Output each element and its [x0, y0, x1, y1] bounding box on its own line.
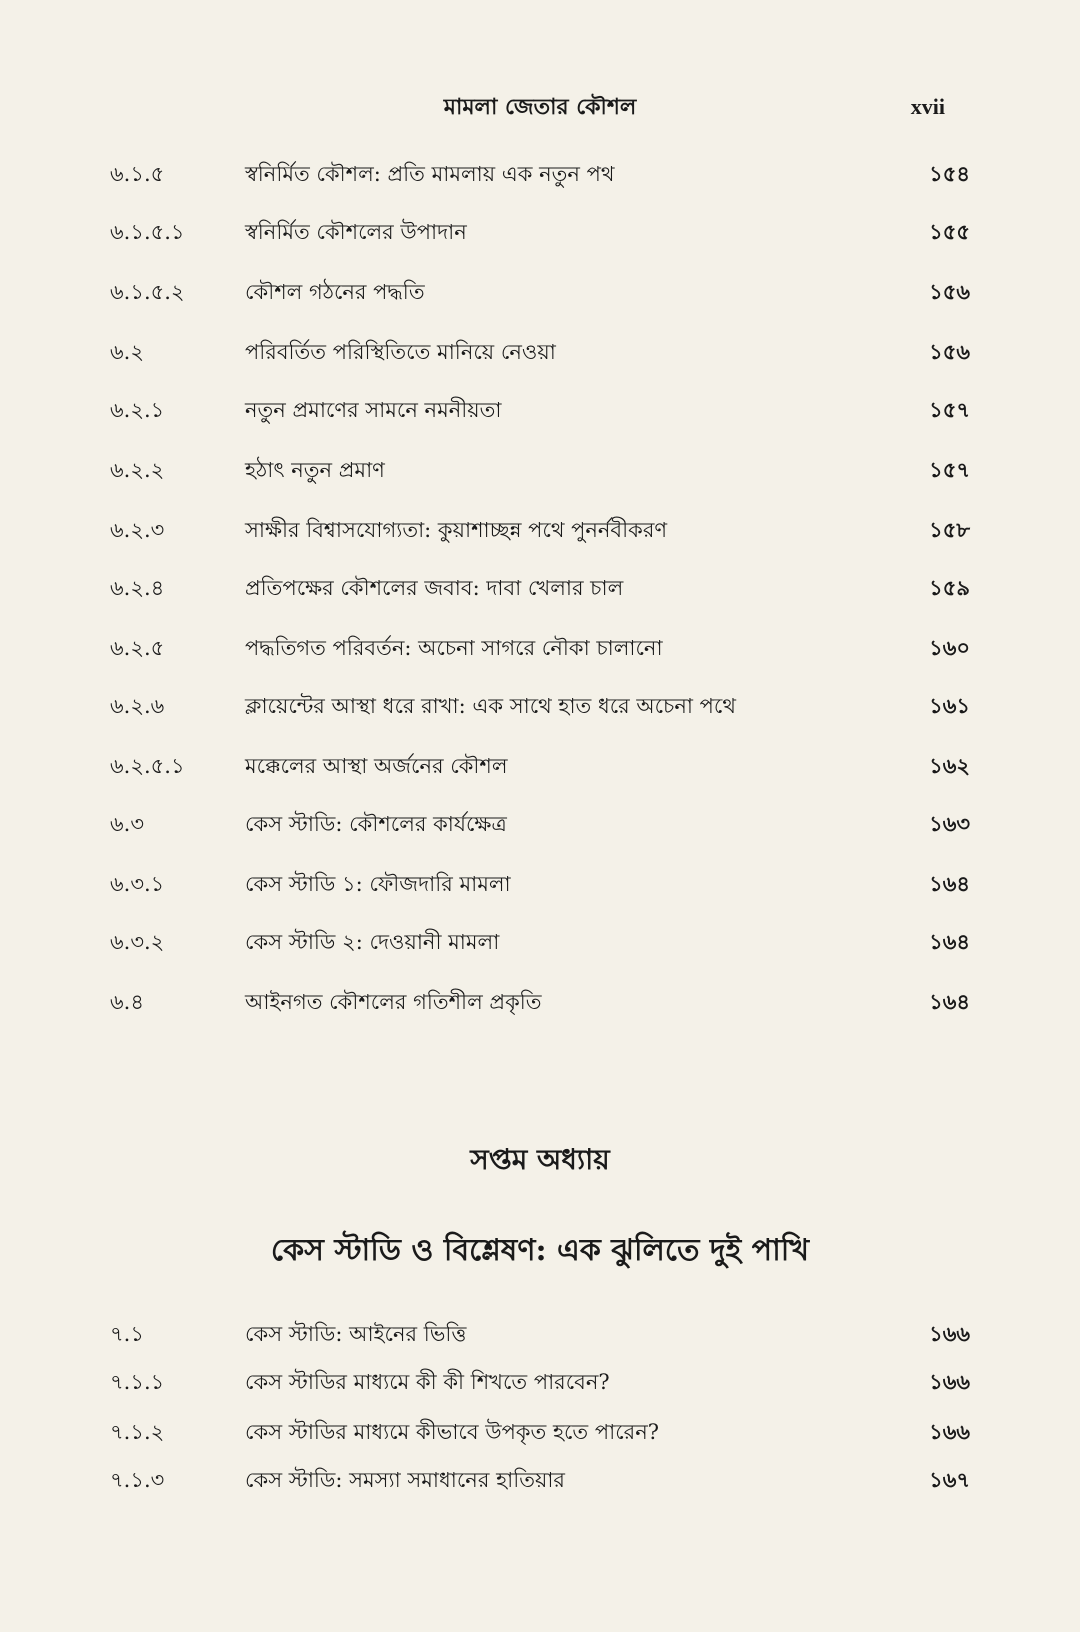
toc-entry-title: ক্লায়েন্টের আস্থা ধরে রাখা: এক সাথে হাত ধরে অচেনা পথে — [245, 694, 736, 718]
toc-entry — [0, 868, 1080, 902]
toc-entry-title: কেস স্টাডি ১: ফৌজদারি মামলা — [245, 872, 511, 896]
toc-entry-title: নতুন প্রমাণের সামনে নমনীয়তা — [245, 398, 502, 422]
toc-entry-page: ১৬৭ — [929, 1467, 970, 1492]
toc-entry-number: ৭.১ — [110, 1322, 144, 1346]
toc-entry-title: কেস স্টাডি: আইনের ভিত্তি — [245, 1322, 467, 1346]
toc-entry-page: ১৫৮ — [929, 517, 970, 542]
toc-entry — [0, 394, 1080, 428]
toc-entry-page: ১৬৪ — [929, 871, 970, 896]
toc-entry-number: ৬.২.৩ — [110, 518, 165, 542]
toc-entry-title: আইনগত কৌশলের গতিশীল প্রকৃতি — [245, 990, 542, 1014]
running-title: মামলা জেতার কৌশল — [443, 94, 637, 120]
toc-entry-page: ১৬৩ — [929, 811, 970, 836]
toc-entry-number: ৬.১.৫.১ — [110, 220, 185, 244]
toc-entry-title: হঠাৎ নতুন প্রমাণ — [245, 458, 385, 482]
toc-entry — [0, 690, 1080, 724]
toc-entry-title: কৌশল গঠনের পদ্ধতি — [245, 280, 425, 304]
toc-entry-number: ৬.২.৫ — [110, 636, 165, 660]
toc-entry-number: ৭.১.১ — [110, 1370, 165, 1394]
toc-entry-page: ১৫৫ — [929, 219, 970, 244]
toc-entry-title: প্রতিপক্ষের কৌশলের জবাব: দাবা খেলার চাল — [245, 576, 624, 600]
chapter-label: সপ্তম অধ্যায় — [470, 1143, 610, 1176]
toc-entry-number: ৬.২.৬ — [110, 694, 165, 718]
toc-entry — [0, 572, 1080, 606]
toc-entry-title: স্বনির্মিত কৌশল: প্রতি মামলায় এক নতুন পথ — [245, 162, 615, 186]
toc-entry-number: ৬.২ — [110, 340, 144, 364]
toc-entry-number: ৬.২.৫.১ — [110, 754, 185, 778]
toc-entry — [0, 1318, 1080, 1352]
toc-entry-number: ৬.১.৫ — [110, 162, 165, 186]
toc-entry-page: ১৫৪ — [929, 161, 970, 186]
toc-entry-number: ৭.১.৩ — [110, 1468, 165, 1492]
toc-entry-number: ৬.৩ — [110, 812, 144, 836]
toc-entry-title: স্বনির্মিত কৌশলের উপাদান — [245, 220, 467, 244]
toc-entry — [0, 336, 1080, 370]
toc-entry-page: ১৬৪ — [929, 929, 970, 954]
page-folio: xvii — [910, 94, 945, 119]
toc-entry-page: ১৬০ — [929, 635, 970, 660]
toc-entry-title: সাক্ষীর বিশ্বাসযোগ্যতা: কুয়াশাচ্ছন্ন পথে পুনর্নবীকরণ — [245, 518, 668, 542]
chapter-title: কেস স্টাডি ও বিশ্লেষণ: এক ঝুলিতে দুই পাখি — [270, 1233, 810, 1268]
toc-entry-title: কেস স্টাডি: সমস্যা সমাধানের হাতিয়ার — [245, 1468, 565, 1492]
toc-entry-page: ১৫৭ — [929, 397, 970, 422]
toc-entry-page: ১৬৬ — [929, 1419, 970, 1444]
toc-entry-number: ৬.৩.১ — [110, 872, 165, 896]
toc-entry — [0, 1464, 1080, 1498]
toc-entry — [0, 750, 1080, 784]
toc-entry-number: ৬.২.১ — [110, 398, 165, 422]
toc-entry — [0, 514, 1080, 548]
toc-entry-number: ৬.৪ — [110, 990, 144, 1014]
toc-entry-title: পদ্ধতিগত পরিবর্তন: অচেনা সাগরে নৌকা চালানো — [245, 636, 663, 660]
toc-entry-page: ১৫৬ — [929, 279, 970, 304]
toc-entry-title: পরিবর্তিত পরিস্থিতিতে মানিয়ে নেওয়া — [245, 340, 556, 364]
toc-entry — [0, 986, 1080, 1020]
toc-entry-number: ৬.২.২ — [110, 458, 165, 482]
toc-entry-number: ৬.১.৫.২ — [110, 280, 185, 304]
toc-entry-page: ১৫৯ — [929, 575, 970, 600]
running-header — [0, 90, 1080, 130]
toc-entry-title: কেস স্টাডির মাধ্যমে কী কী শিখতে পারবেন? — [245, 1370, 610, 1394]
toc-entry-page: ১৬৬ — [929, 1369, 970, 1394]
toc-entry-title: কেস স্টাডি ২: দেওয়ানী মামলা — [245, 930, 500, 954]
toc-entry — [0, 926, 1080, 960]
toc-entry — [0, 158, 1080, 192]
toc-entry-number: ৬.৩.২ — [110, 930, 165, 954]
toc-entry-page: ১৬১ — [929, 693, 970, 718]
toc-entry-title: কেস স্টাডির মাধ্যমে কীভাবে উপকৃত হতে পারেন? — [245, 1420, 659, 1444]
toc-entry-title: মক্কেলের আস্থা অর্জনের কৌশল — [245, 754, 508, 778]
toc-entry — [0, 632, 1080, 666]
toc-entry-page: ১৬৬ — [929, 1321, 970, 1346]
toc-entry — [0, 216, 1080, 250]
toc-entry-page: ১৫৬ — [929, 339, 970, 364]
toc-entry-page: ১৫৭ — [929, 457, 970, 482]
toc-entry-page: ১৬২ — [929, 753, 970, 778]
toc-entry — [0, 1416, 1080, 1450]
toc-entry — [0, 808, 1080, 842]
toc-entry-title: কেস স্টাডি: কৌশলের কার্যক্ষেত্র — [245, 812, 507, 836]
toc-entry — [0, 454, 1080, 488]
toc-entry — [0, 1366, 1080, 1400]
toc-entry-number: ৭.১.২ — [110, 1420, 165, 1444]
toc-entry-page: ১৬৪ — [929, 989, 970, 1014]
toc-entry — [0, 276, 1080, 310]
toc-entry-number: ৬.২.৪ — [110, 576, 165, 600]
